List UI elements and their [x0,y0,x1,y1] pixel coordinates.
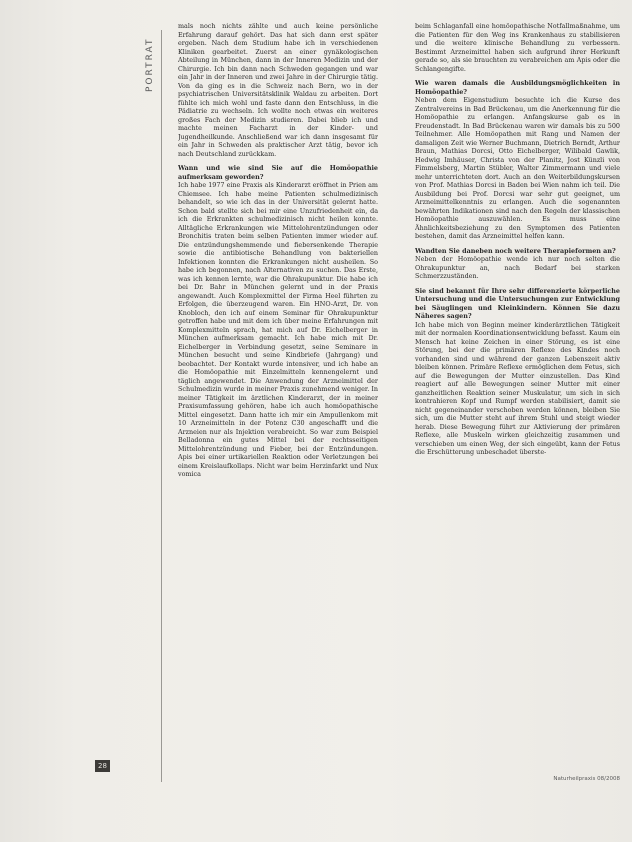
column-divider [161,30,162,782]
paragraph: Neben der Homöopathie wende ich nur noch selten die Ohrakupunktur an, nach Bedarf bei starken Schmerzzuständen. [415,255,620,280]
interview-question: Sie sind bekannt für Ihre sehr differenzierte körperliche Untersuchung und die Untersuchungen zur Entwicklung bei Säuglingen und Kleinkindern. Können Sie dazu Näheres sagen? [415,286,620,320]
interview-question: Wandten Sie daneben noch weitere Therapieformen an? [415,246,616,255]
interview-question: Wie waren damals die Ausbildungsmöglichkeiten in Homöopathie? [415,79,620,96]
section-label: PORTRAT [145,37,155,92]
paragraph: Ich habe mich von Beginn meiner kinderärztlichen Tätigkeit mit der normalen Koordinationsentwicklung befasst. Kaum ein Mensch hat keine Zeichen in einer Störung, es ist eine Störung, bei der die primären Reflexe des Kindes noch vorhanden sind und während der ganzen Lebenszeit aktiv bleiben können. Primäre Reflexe ermöglichen dem Fetus, sich auf die Bewegungen der Mutter einzustellen. Das Kind reagiert auf alle Bewegungen seiner Mutter mit einer ganzheitlichen Reaktion seiner Muskulatur, um sich in sich kontrahieren Kopf und Rumpf werden stabilisiert, damit sie nicht gegeneinander verschoben werden können, bleiben Sie sich, um die Mutter steht auf ihrem Stuhl und steigt wieder herab. Diese Bewegung führt zur Aktivierung der primären Reflexe, alle Muskeln wirken gleichzeitig zusammen und verschieben um einen Weg, der sich eingeübt, kann der Fetus die Erschütterung unbeschadet überste- [415,320,620,456]
footer-issue: Naturheilpraxis 08/2008 [553,776,620,782]
paragraph: beim Schlaganfall eine homöopathische Notfallmaßnahme, um die Patienten für den Weg ins Krankenhaus zu stabilisieren und die weitere klinische Behandlung zu verbessern. Bestimmt Arzneimittel haben sich aufgrund ihrer Herkunft gerade so, als sie brauchten zu verabreichen am Apis oder die Schlangengifte. [415,22,620,73]
paragraph: mals noch nichts zählte und auch keine persönliche Erfahrung darauf gehört. Das hat sich dann erst später ergeben. Nach dem Studium habe ich in verschiedenen Kliniken gearbeitet. Zuerst an einer gynäkologischen Abteilung in München, dann in der Inneren Medizin und der Chirurgie. Ich bin dann nach Schweden gegangen und war ein Jahr in der Inneren und zwei Jahre in der Chirurgie tätig. Von da ging es in die Schweiz nach Bern, wo in der psychiatrischen Universitätsklinik Waldau zu arbeiten. Dort fühlte ich mich wohl und faste dann den Entschluss, in die Pädiatrie zu wechseln. Ich wollte noch etwas ein weiteres großes Fach der Medizin studieren. Dabei blieb ich und machte meinen Facharzt in der Kinder- und Jugendheilkunde. Anschließend war ich dann insgesamt für ein Jahr in Schweden als praktischer Arzt tätig, bevor ich nach Deutschland zurückkam. [178,22,378,158]
text-column-left [178,22,378,782]
paragraph: Ich habe 1977 eine Praxis als Kinderarzt eröffnet in Prien am Chiemsee. Ich habe meine Patienten schulmedizinisch behandelt, so wie ich das in der Universität gelernt hatte. Schon bald stellte sich bei mir eine Unzufriedenheit ein, da ich die Erkrankten schulmedizinisch nicht heilen konnte. Alltägliche Erkrankungen wie Mittelohrentzündungen oder Bronchitis traten beim selben Patienten immer wieder auf. Die entzündungshemmende und fiebersenkende Therapie sowie die antibiotische Behandlung von bakteriellen Infektionen konnten die Erkrankungen nicht ausheilen. So habe ich begonnen, nach Alternativen zu suchen. Das Erste, was ich kennen lernte, war die Ohrakupunktur. Die habe ich bei Dr. Bahr in München gelernt und in der Praxis angewandt. Auch Komplexmittel der Firma Heel führten zu Erfolgen, die überzeugend waren. Ein HNO-Arzt, Dr. von Knobloch, den ich auf einem Seminar für Ohrakupunktur getroffen habe und mit dem ich über meine Erfahrungen mit Komplexmitteln sprach, hat mich auf Dr. Eichelberger in München aufmerksam gemacht. Ich habe mich mit Dr. Eichelberger in Verbindung gesetzt, seine Seminare in München besucht und seine Kindbriefe (Jahrgang) und beobachtet. Der Kontakt wurde intensiver, und ich habe an die Homöopathie mit Einzelmitteln kennengelernt und täglich angewendet. Die Anwendung der Arzneimittel der Schulmedizin wurde in meiner Praxis zunehmend weniger. In meiner Tätigkeit im ärztlichen Kinderarzt, der in meiner Praxisumfassung gehören, habe ich auch homöopathische Mittel eingesetzt. Dann hatte ich mir ein Ampullenkom mit 10 Arzneimitteln in der Potenz C30 angeschafft und die Arzneien nur als Injektion verabreicht. So war zum Beispiel Belladonna ein gutes Mittel bei der rechtsseitigen Mittelohrentzündung und Fieber, bei der Entzündungen. Apis bei einer urtikariellen Reaktion oder Verletzungen bei einem Kreislaufkollaps. Nicht war beim Herzinfarkt und Nux vomica [178,181,378,478]
paragraph: Neben dem Eigenstudium besuchte ich die Kurse des Zentralvereins in Bad Brückenau, um die Anerkennung für die Homöopathie zu erlangen. Anfangskurse gab es in Freudenstadt. In Bad Brückenau waren wir damals bis zu 500 Teilnehmer. Alle Homöopathen mit Rang und Namen der damaligen Zeit wie Werner Buchmann, Dietrich Berndt, Arthur Braun, Mathias Dorcsi, Otto Eichelberger, Wilibald Gawlik, Hedwig Imhäuser, Christa von der Planitz, Jost Künzli von Fimmelsberg, Martin Stübler, Walter Zimmermann und viele mehr unterrichteten dort. Auch an den Weiterbildungskursen von Prof. Mathias Dorcsi in Baden bei Wien nahm ich teil. Die Ausbildung bei Prof. Dorcsi war sehr gut geeignet, um Arzneimittelkenntnis zu erlangen. Auch die sogenannten bewährten Indikationen sind nach den Regeln der klassischen Homöopathie auszuwählen. Es muss eine Ähnlichkeitsbeziehung zu den Symptomen des Patienten bestehen, damit das Arzneimittel helfen kann. [415,96,620,240]
page-number: 28 [95,760,110,772]
interview-question: Wann und wie sind Sie auf die Homöopathie aufmerksam geworden? [178,164,378,181]
text-column-right [415,22,620,782]
